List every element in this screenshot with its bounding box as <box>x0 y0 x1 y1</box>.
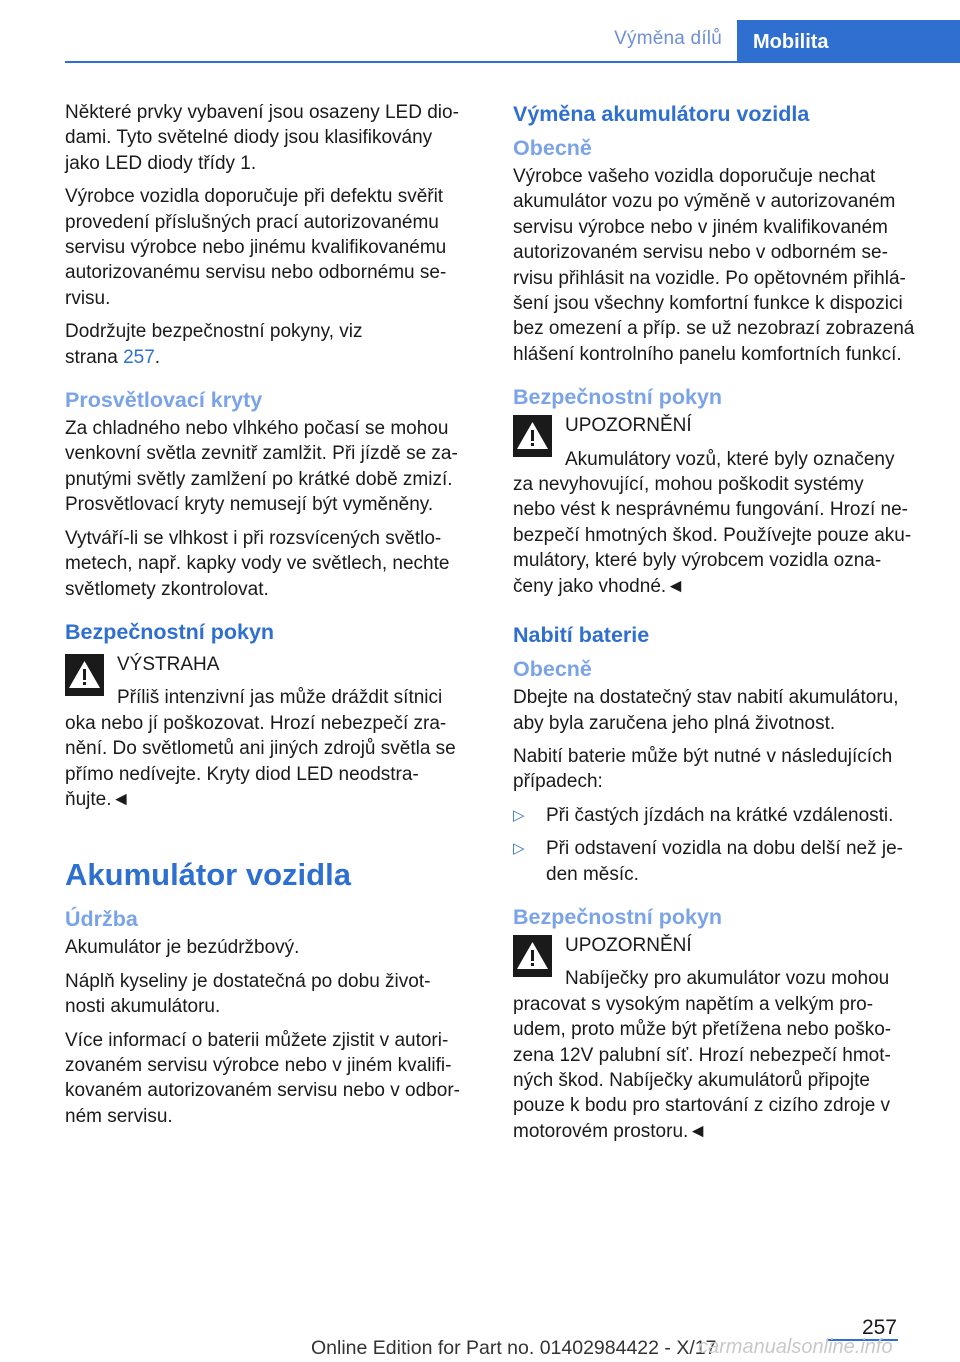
paragraph-charging-cases: Nabití baterie může být nutné v následujících případech: <box>513 745 893 793</box>
heading-vehicle-battery: Akumulátor vozidla <box>65 857 351 893</box>
safety-reference-text: Dodržujte bezpečnostní pokyny, viz strana <box>65 321 363 368</box>
chapter-tab: Mobilita <box>737 20 960 62</box>
paragraph-safety-reference <box>65 319 475 370</box>
paragraph-service-recommendation: Výrobce vozidla doporučuje při defektu svěřit provedení příslušných prací autorizovanému servisu výrobce nebo jinému kvalifikovanému autorizovanému servisu nebo odbornému se- rvisu. <box>65 186 447 309</box>
warning-triangle-icon <box>65 654 104 696</box>
warning-text: pracovat s vysokým napětím a velkým pro- udem, proto může být přetížena nebo poško- zena 12V palubní síť. Hrozí nebezpečí hmot- ných škod. Nabíječky akumulátorů připojte pouze k bodu pro startování z cizího zdroje v motorovém prostoru.◄ <box>513 993 892 1142</box>
warning-text: za nevyhovující, mohou poškodit systémy nebo vést k nesprávnému fungování. Hrozí ne- bezpečí hmotných škod. Používejte pouze aku- mulátory, které byly výrobcem vozidla ozna- čeny jako vhodné.◄ <box>513 474 912 597</box>
warning-first-line: Akumulátory vozů, které byly označeny <box>565 448 895 470</box>
warning-block <box>65 652 475 812</box>
subheading-safety-note-1: Bezpečnostní pokyn <box>513 385 723 410</box>
paragraph-acid-fill: Náplň kyseliny je dostatečná po dobu život- nosti akumulátoru. <box>65 970 431 1018</box>
heading-battery-charging: Nabití baterie <box>513 623 650 648</box>
subheading-light-covers: Prosvětlovací kryty <box>65 388 263 413</box>
warning-text: oka nebo jí poškozovat. Hrozí nebezpečí zra- nění. Do světlometů ani jiných zdrojů světla se přímo nedívejte. Kryty diod LED neodstra- ňujte.◄ <box>65 712 456 810</box>
triangle-bullet-icon: ▷ <box>513 806 525 824</box>
watermark: carmanualsonline.info <box>698 1336 893 1358</box>
paragraph-moisture: Vytváří-li se vlhkost i při rozsvícených světlo- metech, např. kapky vody ve světlech, nechte světlomety zkontrolovat. <box>65 527 450 600</box>
warning-block-2 <box>513 933 928 1144</box>
edition-footer: Online Edition for Part no. 01402984422 - X/17 <box>311 1337 717 1359</box>
page-number: 257 <box>861 1316 897 1339</box>
heading-battery-replacement: Výměna akumulátoru vozidla <box>513 102 810 126</box>
left-column <box>65 100 475 1137</box>
list-item <box>513 836 928 887</box>
safety-reference-end: . <box>154 346 161 368</box>
triangle-bullet-icon: ▷ <box>513 840 525 858</box>
warning-label: UPOZORNĚNÍ <box>565 415 692 437</box>
warning-label: UPOZORNĚNÍ <box>565 934 692 956</box>
heading-safety-note: Bezpečnostní pokyn <box>65 619 275 644</box>
list-item-text: Při odstavení vozidla na dobu delší než je- den měsíc. <box>546 838 903 885</box>
warning-first-line: Příliš intenzivní jas může dráždit sítnici <box>117 687 443 709</box>
warning-triangle-icon <box>513 935 552 977</box>
paragraph-maintenance-free: Akumulátor je bezúdržbový. <box>65 937 300 959</box>
warning-label: VÝSTRAHA <box>117 653 220 675</box>
warning-first-line: Nabíječky pro akumulátor vozu mohou <box>565 968 890 990</box>
subheading-maintenance: Údržba <box>65 907 138 932</box>
paragraph-led-diodes: Některé prvky vybavení jsou osazeny LED dio- dami. Tyto světelné diody jsou klasifikovány jako LED diody třídy 1. <box>65 102 459 174</box>
header-rule <box>65 61 960 63</box>
page-link-257[interactable]: 257 <box>123 346 155 368</box>
subheading-general-2: Obecně <box>513 657 592 682</box>
warning-triangle-icon <box>513 415 552 457</box>
paragraph-fogging: Za chladného nebo vlhkého počasí se mohou venkovní světla zevnitř zamlžit. Při jízdě se za- pnutými světly zamlžení po krátké době zmizí. Prosvětlovací kryty nemusejí být vyměněny. <box>65 418 458 516</box>
running-header-section: Výměna dílů <box>614 28 722 49</box>
list-item-text: Při častých jízdách na krátké vzdálenosti. <box>546 804 894 826</box>
subheading-safety-note-2: Bezpečnostní pokyn <box>513 904 723 929</box>
paragraph-charge-level: Dbejte na dostatečný stav nabití akumulátoru, aby byla zaručena jeho plná životnost. <box>513 687 899 734</box>
paragraph-battery-registration: Výrobce vašeho vozidla doporučuje nechat akumulátor vozu po výměně v autorizovaném servisu výrobce nebo v jiném kvalifikovaném autorizovaném servisu nebo v odborném se- rvisu přihlásit na vozidle. Po opětovném přihlá- šení jsou všechny komfortní funkce k dispozici bez omezení a příp. se už nezobrazí zobrazená hlášení kontrolního panelu komfortních funkcí. <box>513 166 915 365</box>
right-column <box>513 100 928 1152</box>
warning-block-1 <box>513 413 928 599</box>
charging-cases-list <box>513 803 928 887</box>
subheading-general-1: Obecně <box>513 136 592 160</box>
list-item <box>513 803 928 828</box>
paragraph-more-info: Více informací o baterii můžete zjistit v autori- zovaném servisu výrobce nebo v jiném kvalifi- kovaném autorizovaném servisu nebo v odbor- ném servisu. <box>65 1029 460 1127</box>
